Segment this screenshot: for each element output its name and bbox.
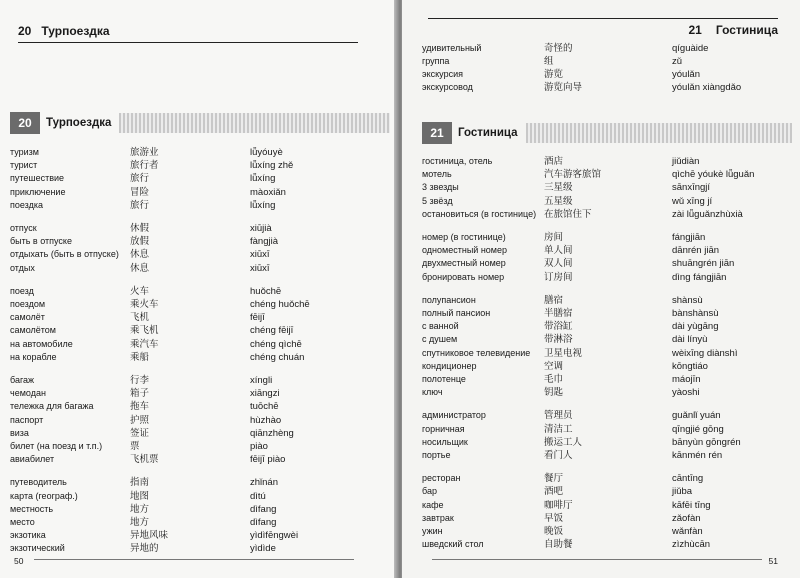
pinyin: xiāngzi: [250, 388, 280, 400]
russian-word: виза: [10, 427, 29, 438]
russian-word: ключ: [422, 387, 443, 398]
chinese-word: 旅行者: [130, 160, 159, 172]
russian-word: полотенце: [422, 374, 466, 384]
chinese-word: 五星级: [544, 195, 573, 207]
chinese-word: 咖啡厅: [544, 499, 573, 511]
header-number: 20: [18, 24, 32, 38]
chinese-word: 乘飞机: [130, 325, 159, 337]
header-title: Гостиница: [715, 23, 778, 37]
right-page: [402, 0, 800, 578]
chinese-word: 钥匙: [544, 387, 564, 399]
chinese-word: 汽车游客旅馆: [544, 169, 602, 181]
pinyin: zhǐnán: [250, 477, 278, 489]
pinyin: piào: [250, 441, 268, 452]
russian-word: отдых: [10, 262, 35, 273]
russian-word: кондиционер: [422, 360, 477, 371]
section-stripe: [119, 113, 390, 133]
section-number-badge: 20: [10, 112, 40, 134]
chinese-word: 箱子: [130, 388, 150, 400]
chinese-word: 自助餐: [544, 539, 573, 551]
chinese-word: 放假: [130, 236, 150, 248]
russian-word: отдыхать (быть в отпуске): [10, 249, 119, 260]
pinyin: qiānzhèng: [250, 427, 294, 439]
russian-word: группа: [422, 56, 450, 66]
chinese-word: 火车: [130, 285, 150, 297]
header-number: 21: [688, 23, 702, 37]
chinese-word: 搬运工人: [544, 436, 583, 448]
chinese-word: 休息: [130, 249, 150, 261]
running-header: [18, 20, 358, 43]
chinese-word: 半膳宿: [544, 308, 573, 319]
pinyin: màoxiǎn: [250, 186, 286, 198]
pinyin: dài línyù: [672, 334, 708, 346]
pinyin: xiūxī: [250, 249, 270, 261]
chinese-word: 飞机票: [130, 454, 159, 466]
russian-word: на корабле: [10, 351, 57, 362]
pinyin: dìtú: [250, 490, 266, 502]
pinyin: xiūjià: [250, 223, 272, 234]
chinese-word: 休假: [130, 223, 150, 234]
section-title: Турпоездка: [46, 117, 112, 129]
footer-rule: [34, 559, 354, 560]
pinyin: huǒchē: [250, 285, 282, 297]
russian-word: удивительный: [422, 43, 482, 53]
russian-word: горничная: [422, 423, 465, 434]
chinese-word: 晚饭: [544, 526, 564, 537]
russian-word: двухместный номер: [422, 258, 506, 269]
pinyin: bànshànsù: [672, 308, 719, 319]
chinese-word: 地方: [130, 517, 150, 528]
pinyin: yìdìfēngwèi: [250, 530, 299, 542]
russian-word: одноместный номер: [422, 245, 507, 256]
russian-word: с душем: [422, 334, 458, 345]
russian-word: экзотика: [10, 530, 46, 541]
chinese-word: 清洁工: [544, 423, 573, 435]
pinyin: dìfang: [250, 517, 277, 528]
chinese-word: 游览向导: [544, 82, 583, 93]
russian-word: местность: [10, 503, 54, 514]
pinyin: kānmén rén: [672, 450, 723, 461]
chinese-word: 异地风味: [130, 530, 169, 542]
russian-word: поезд: [10, 285, 34, 296]
chinese-word: 休息: [130, 262, 150, 274]
page-number: 51: [768, 556, 778, 566]
chinese-word: 在旅馆住下: [544, 208, 592, 220]
chinese-word: 指南: [130, 477, 150, 489]
footer-rule: [432, 559, 762, 560]
pinyin: xíngli: [250, 375, 273, 386]
chinese-word: 护照: [130, 414, 150, 426]
pinyin: tuōchē: [250, 401, 279, 413]
russian-word: бар: [422, 486, 437, 497]
russian-word: шведский стол: [422, 539, 484, 550]
russian-word: администратор: [422, 410, 486, 421]
chinese-word: 空调: [544, 360, 564, 372]
russian-word: остановиться (в гостинице): [422, 208, 537, 219]
pinyin: xiūxī: [250, 262, 270, 274]
chinese-word: 飞机: [130, 312, 150, 324]
chinese-word: 餐厅: [544, 473, 564, 485]
pinyin: bānyùn gōngrén: [672, 436, 741, 448]
russian-word: спутниковое телевидение: [422, 347, 531, 358]
russian-word: карта (географ.): [10, 490, 78, 501]
russian-word: номер (в гостинице): [422, 232, 506, 242]
pinyin: wǔ xīng jí: [672, 195, 713, 207]
pinyin: qìchē yóukè lǚguǎn: [672, 169, 755, 181]
running-header: [428, 18, 778, 41]
russian-word: экскурсия: [422, 69, 463, 79]
russian-word: портье: [422, 450, 451, 460]
russian-word: быть в отпуске: [10, 236, 72, 247]
chinese-word: 旅行: [130, 199, 150, 211]
pinyin: jiǔdiàn: [672, 156, 700, 167]
russian-word: экскурсовод: [422, 82, 473, 92]
russian-word: самолётом: [10, 325, 56, 336]
pinyin: fēijī piào: [250, 454, 286, 466]
chinese-word: 订房间: [544, 271, 573, 283]
russian-word: туризм: [10, 147, 39, 157]
russian-word: багаж: [10, 375, 35, 385]
pinyin: shànsù: [672, 294, 703, 306]
chinese-word: 票: [130, 441, 140, 452]
pinyin: dānrén jiān: [672, 245, 720, 257]
russian-word: место: [10, 517, 35, 527]
chinese-word: 带浴缸: [544, 321, 573, 333]
pinyin: zài lǚguǎnzhùxià: [672, 208, 743, 220]
header-title: Турпоездка: [41, 24, 110, 38]
pinyin: fēijī: [250, 312, 265, 324]
russian-word: паспорт: [10, 414, 44, 425]
chinese-word: 旅行: [130, 173, 150, 185]
pinyin: lǚxíng: [250, 173, 276, 185]
russian-word: поездом: [10, 299, 46, 309]
pinyin: kōngtiáo: [672, 360, 708, 372]
pinyin: fángjiān: [672, 232, 706, 243]
russian-word: ресторан: [422, 473, 461, 484]
pinyin: kāfēi tīng: [672, 499, 711, 511]
pinyin: yóulǎn: [672, 69, 700, 80]
pinyin: dìfang: [250, 503, 277, 515]
pinyin: jiǔba: [672, 486, 693, 498]
chinese-word: 异地的: [130, 543, 159, 555]
pinyin: wǎnfàn: [672, 526, 703, 537]
pinyin: yóulǎn xiàngdǎo: [672, 82, 742, 93]
russian-word: авиабилет: [10, 454, 55, 465]
pinyin: lǚxíng: [250, 199, 276, 211]
russian-word: полупансион: [422, 294, 476, 305]
section-number-badge: 21: [422, 122, 452, 144]
chinese-word: 早饭: [544, 512, 564, 524]
pinyin: zǔ: [672, 56, 683, 67]
pinyin: hùzhào: [250, 414, 282, 426]
chinese-word: 看门人: [544, 450, 573, 461]
russian-word: отпуск: [10, 223, 37, 233]
russian-word: приключение: [10, 186, 66, 197]
chinese-word: 拖车: [130, 401, 150, 413]
russian-word: гостиница, отель: [422, 156, 493, 166]
chinese-word: 毛巾: [544, 374, 564, 385]
chinese-word: 酒吧: [544, 486, 564, 498]
russian-word: турист: [10, 160, 38, 171]
pinyin: chéng chuán: [250, 351, 305, 363]
chinese-word: 乘火车: [130, 299, 159, 310]
pinyin: dài yùgāng: [672, 321, 719, 333]
pinyin: wèixīng diànshì: [672, 347, 738, 359]
left-page: [0, 0, 398, 578]
russian-word: самолёт: [10, 312, 45, 323]
chinese-word: 游览: [544, 69, 564, 80]
pinyin: chéng fēijī: [250, 325, 294, 337]
russian-word: экзотический: [10, 543, 65, 554]
pinyin: yìdìde: [250, 543, 276, 555]
russian-word: мотель: [422, 169, 452, 180]
chinese-word: 酒店: [544, 156, 564, 167]
russian-word: носильщик: [422, 436, 468, 447]
chinese-word: 乘汽车: [130, 338, 159, 350]
pinyin: chéng huǒchē: [250, 299, 310, 310]
pinyin: máojīn: [672, 374, 701, 385]
russian-word: чемодан: [10, 388, 46, 399]
russian-word: бронировать номер: [422, 271, 505, 282]
chinese-word: 双人间: [544, 258, 573, 270]
pinyin: guǎnlǐ yuán: [672, 410, 721, 422]
pinyin: qíguàide: [672, 43, 709, 54]
chinese-word: 奇怪的: [544, 43, 573, 54]
chinese-word: 地图: [130, 490, 150, 502]
chinese-word: 单人间: [544, 245, 573, 257]
pinyin: yàoshi: [672, 387, 700, 399]
page-number: 50: [14, 556, 24, 566]
chinese-word: 签证: [130, 427, 150, 439]
pinyin: sānxīngjí: [672, 182, 711, 194]
pinyin: fàngjià: [250, 236, 278, 248]
section-heading: [422, 122, 792, 144]
pinyin: cāntīng: [672, 473, 704, 485]
chinese-word: 乘船: [130, 351, 150, 363]
russian-word: на автомобиле: [10, 338, 73, 349]
chinese-word: 三星级: [544, 182, 573, 194]
pinyin: lǚxíng zhě: [250, 160, 294, 172]
russian-word: ужин: [422, 526, 443, 536]
russian-word: с ванной: [422, 321, 459, 332]
chinese-word: 膳宿: [544, 294, 564, 306]
chinese-word: 管理员: [544, 410, 573, 422]
russian-word: поездка: [10, 199, 44, 210]
chinese-word: 地方: [130, 503, 150, 515]
pinyin: zìzhùcān: [672, 539, 711, 551]
pinyin: chéng qìchē: [250, 338, 302, 350]
chinese-word: 组: [544, 56, 554, 67]
chinese-word: 带淋浴: [544, 334, 573, 346]
chinese-word: 房间: [544, 232, 564, 243]
russian-word: путеводитель: [10, 477, 67, 488]
chinese-word: 行李: [130, 375, 150, 386]
chinese-word: 冒险: [130, 186, 150, 198]
russian-word: билет (на поезд и т.п.): [10, 441, 103, 451]
pinyin: dìng fángjiān: [672, 271, 727, 283]
section-heading: [10, 112, 390, 134]
pinyin: qīngjié gōng: [672, 423, 724, 435]
pinyin: lǚyóuyè: [250, 147, 283, 158]
pinyin: shuāngrén jiān: [672, 258, 735, 270]
russian-word: завтрак: [422, 512, 454, 523]
pinyin: zǎofàn: [672, 512, 701, 524]
russian-word: тележка для багажа: [10, 401, 94, 412]
chinese-word: 卫星电视: [544, 347, 583, 359]
russian-word: кафе: [422, 499, 444, 510]
russian-word: полный пансион: [422, 308, 491, 318]
chinese-word: 旅游业: [130, 147, 159, 158]
russian-word: 5 звёзд: [422, 195, 453, 206]
section-title: Гостиница: [458, 127, 518, 139]
russian-word: путешествие: [10, 173, 65, 184]
russian-word: 3 звезды: [422, 182, 459, 193]
section-stripe: [526, 123, 792, 143]
